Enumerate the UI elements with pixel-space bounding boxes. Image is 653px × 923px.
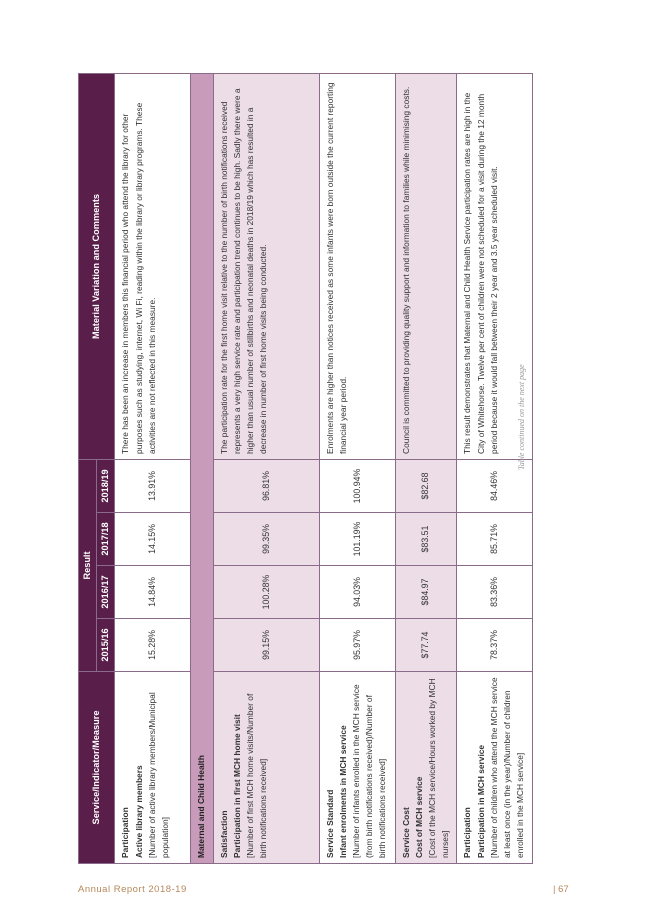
value-cell: $82.68 bbox=[395, 459, 457, 512]
header-year: 2016/17 bbox=[97, 566, 115, 619]
comment-text: The participation rate for the first home visit relative to the number of birth notifications received represents a very high service rate and participation trend continues to be high. Sadly there were a higher than usual number of stillbirths and neonatal deaths in 2018/19 which has resulted in a decrease in number of first home visits being conducted. bbox=[218, 88, 269, 454]
value-cell: 78.37% bbox=[457, 619, 533, 672]
service-cell bbox=[213, 672, 319, 864]
value-cell: 13.91% bbox=[115, 459, 191, 512]
measure-text: [Number of children who attend the MCH service at least once (in the year)/Number of children enrolled in the MCH service] bbox=[488, 677, 526, 858]
header-year: 2015/16 bbox=[97, 619, 115, 672]
continued-note: Table continued on the next page bbox=[517, 364, 526, 470]
value-cell: 99.35% bbox=[213, 513, 319, 566]
service-cell bbox=[395, 672, 457, 864]
table-row bbox=[395, 73, 457, 863]
table-row bbox=[319, 73, 395, 863]
measure-text: [Number of active library members/Municipal population] bbox=[146, 692, 171, 858]
comment-cell bbox=[115, 73, 191, 459]
indicator-name: Participation in MCH service bbox=[475, 744, 486, 858]
value-cell: 99.15% bbox=[213, 619, 319, 672]
performance-table bbox=[78, 73, 533, 864]
value-cell: $77.74 bbox=[395, 619, 457, 672]
service-name: Participation bbox=[120, 807, 131, 858]
comment-cell bbox=[319, 73, 395, 459]
header-year: 2017/18 bbox=[97, 513, 115, 566]
comment-text: There has been an increase in members this financial period who attend the library for other purposes such as studying, internet, Wi Fi, reading within the library or library programs. These activities are not reflected in this measure. bbox=[120, 102, 157, 454]
comment-text: This result demonstrates that Maternal and Child Health Service participation rates are high in the City of Whitehorse. Twelve per cent of children were not scheduled for a visit during the 12 month period because it would fall between their 2 year and 3.5 year scheduled visit. bbox=[462, 92, 499, 454]
value-cell: 96.81% bbox=[213, 459, 319, 512]
value-cell: 15.28% bbox=[115, 619, 191, 672]
value-cell: 95.97% bbox=[319, 619, 395, 672]
value-cell: 100.28% bbox=[213, 566, 319, 619]
service-cell bbox=[457, 672, 533, 864]
indicator-name: Cost of MCH service bbox=[413, 776, 424, 858]
header-service: Service/Indicator/Measure bbox=[79, 672, 115, 864]
header-result: Result bbox=[79, 459, 97, 671]
measure-text: [Number of infants enrolled in the MCH service (from birth notifications received)/Number of birth notifications received] bbox=[351, 684, 388, 858]
measure-text: [Number of first MCH home visits/Number of birth notifications received] bbox=[245, 693, 269, 858]
header-comments: Material Variation and Comments bbox=[79, 73, 115, 459]
value-cell: 101.19% bbox=[319, 513, 395, 566]
table-row bbox=[213, 73, 319, 863]
header-year: 2018/19 bbox=[97, 459, 115, 512]
indicator-name: Participation in first MCH home visit bbox=[231, 714, 242, 858]
header-row-1 bbox=[79, 73, 97, 863]
comment-text: Council is committed to providing quality support and information to families while minimising costs. bbox=[400, 86, 411, 454]
value-cell: $84.97 bbox=[395, 566, 457, 619]
value-cell: $83.51 bbox=[395, 513, 457, 566]
value-cell: 14.84% bbox=[115, 566, 191, 619]
service-cell bbox=[319, 672, 395, 864]
indicator-name: Infant enrolments in MCH service bbox=[337, 725, 348, 858]
comment-cell bbox=[213, 73, 319, 459]
value-cell: 85.71% bbox=[457, 513, 533, 566]
value-cell: 83.36% bbox=[457, 566, 533, 619]
service-name: Participation bbox=[462, 807, 473, 858]
comment-cell bbox=[395, 73, 457, 459]
section-row bbox=[191, 73, 213, 863]
service-name: Service Cost bbox=[400, 807, 411, 858]
table-row bbox=[115, 73, 191, 863]
value-cell: 94.03% bbox=[319, 566, 395, 619]
service-name: Service Standard bbox=[324, 789, 335, 858]
footer-page-number: | 67 bbox=[553, 884, 569, 895]
service-name: Satisfaction bbox=[218, 810, 229, 858]
footer-report-title: Annual Report 2018-19 bbox=[78, 884, 187, 895]
service-cell bbox=[115, 672, 191, 864]
indicator-name: Active library members bbox=[133, 765, 144, 858]
measure-text: [Cost of the MCH service/Hours worked by MCH nurses] bbox=[427, 678, 451, 858]
comment-text: Enrolments are higher than notices received as some infants were born outside the current reporting financial year period. bbox=[324, 82, 348, 454]
value-cell: 14.15% bbox=[115, 513, 191, 566]
section-title: Maternal and Child Health bbox=[191, 73, 213, 863]
value-cell: 100.94% bbox=[319, 459, 395, 512]
value-cell: 84.46% bbox=[457, 459, 533, 512]
